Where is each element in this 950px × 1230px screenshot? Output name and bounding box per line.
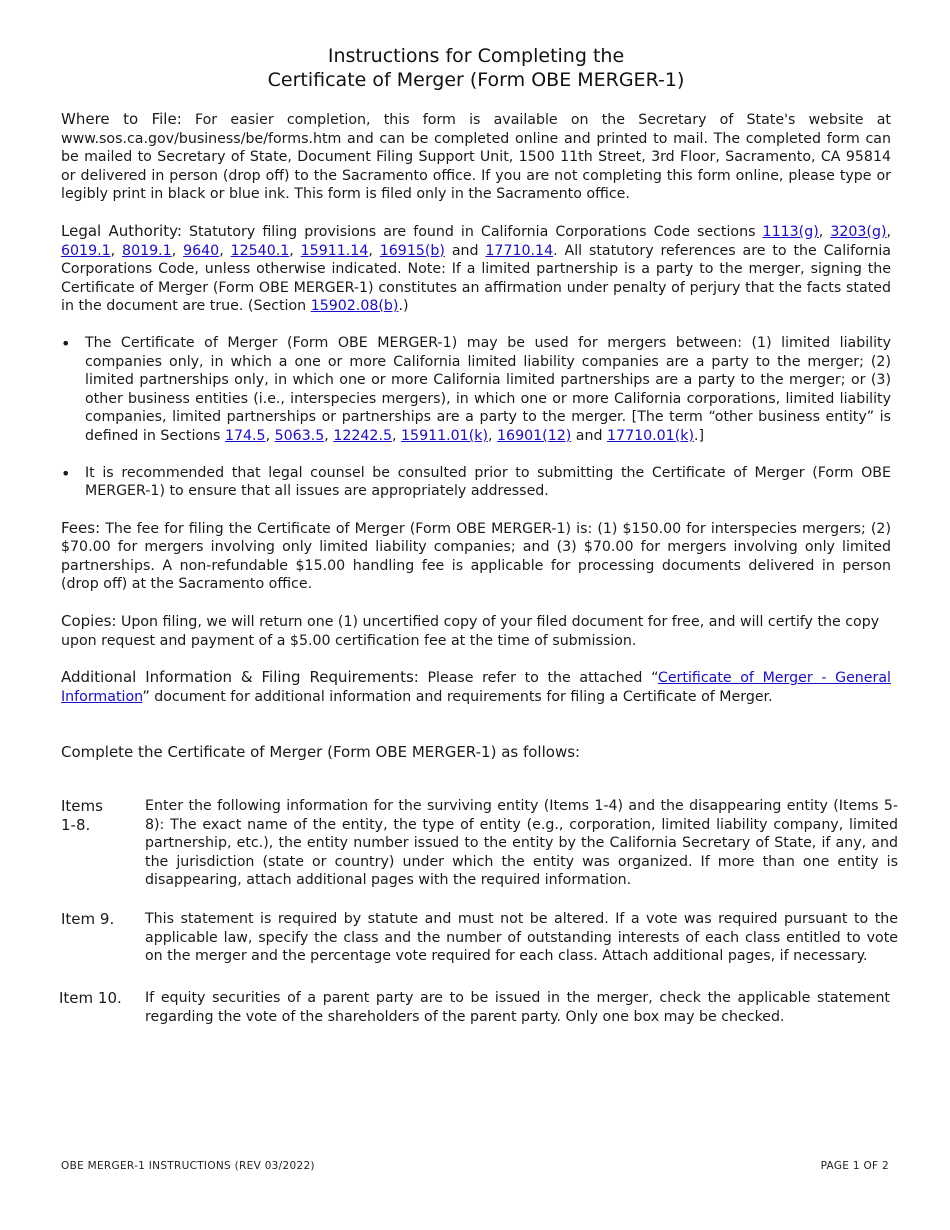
complete-heading: Complete the Certificate of Merger (Form OBE MERGER-1) as follows: <box>61 743 581 762</box>
where-to-file-section <box>61 110 891 204</box>
sep: , <box>171 242 184 259</box>
sep: , <box>488 427 498 444</box>
item-label: Items 1-8. <box>61 797 103 834</box>
additional-text-1: Please refer to the attached “ <box>418 670 658 687</box>
item-text: Enter the following information for the surviving entity (Items 1-4) and the disappearing entity (Items 5-8): The exact name of the entity, the type of entity (e.g., corporation, limited liability company, limited partnership, etc.), the entity number issued to the entity by the California Secretary of State, if any, and the jurisdiction (state or country) under which the entity was organized. If more than one entity is disappearing, attach additional pages with the required information. <box>145 798 898 889</box>
list-item <box>61 464 891 501</box>
fees-section <box>61 519 891 594</box>
copies-heading: Copies: <box>61 612 117 631</box>
bullet-list <box>61 334 891 501</box>
item-text: This statement is required by statute and must not be altered. If a vote was required pursuant to the applicable law, specify the class and the number of outstanding interests of each class entitled to vote on the merger and the percentage vote required for each class. Attach additional pages, if necessary. <box>145 911 898 965</box>
code-link-17710-01k[interactable]: 17710.01(k) <box>607 427 694 444</box>
code-link-15902-08b[interactable]: 15902.08(b) <box>310 298 399 315</box>
title-line-2: Certificate of Merger (Form OBE MERGER-1) <box>267 69 685 91</box>
copies-text: Upon filing, we will return one (1) uncertified copy of your filed document for free, and will certify the copy upon request and payment of a $5.00 certification fee at the time of submission. <box>61 614 880 649</box>
legal-authority-text-2: . All statutory references are to the California Corporations Code, unless otherwise indicated. Note: If a limited partnership is a party to the merger, signing the Certificate of Merger (Form OBE MERGER-1) constitutes an affirmation under penalty of perjury that the facts stated in the document are true. (Section <box>61 242 891 315</box>
code-link-174-5[interactable]: 174.5 <box>224 427 266 444</box>
fees-heading: Fees: <box>61 518 101 537</box>
bullet-icon: • <box>61 333 71 353</box>
additional-info-section <box>61 668 891 706</box>
where-to-file-text: For easier completion, this form is available on the Secretary of State's website at www.sos.ca.gov/business/be/forms.htm and can be completed online and printed to mail. The completed form can be mailed to Secretary of State, Document Filing Support Unit, 1500 11th Street, 3rd Floor, Sacramento, CA 95814 or delivered in person (drop off) to the Sacramento office. If you are not completing this form online, please type or legibly print in black or blue ink. This form is filed only in the Sacramento office. <box>61 112 891 203</box>
code-link-15911-01k[interactable]: 15911.01(k) <box>401 427 488 444</box>
sep: , <box>818 223 831 240</box>
code-link-6019-1[interactable]: 6019.1 <box>61 242 111 259</box>
item-label: Item 10. <box>59 989 122 1007</box>
code-link-9640[interactable]: 9640 <box>183 242 220 259</box>
footer-page-number: PAGE 1 OF 2 <box>820 1160 889 1172</box>
and-word: and <box>444 242 486 259</box>
code-link-16915b[interactable]: 16915(b) <box>379 242 445 259</box>
footer-form-id: OBE MERGER-1 INSTRUCTIONS (REV 03/2022) <box>61 1160 315 1172</box>
where-to-file-heading: Where to File: <box>61 110 182 128</box>
bullet-icon: • <box>61 463 71 483</box>
fees-text: The fee for filing the Certificate of Merger (Form OBE MERGER-1) is: (1) $150.00 for interspecies mergers; (2) $70.00 for mergers involving only limited liability companies; and (3) $70.00 for mergers involving only limited partnerships. A non-refundable $15.00 handling fee is applicable for processing documents delivered in person (drop off) at the Sacramento office. <box>61 520 891 593</box>
additional-info-heading: Additional Information & Filing Requirements: <box>61 668 419 687</box>
item-label: Item 9. <box>61 910 115 928</box>
instructions-page <box>61 44 891 762</box>
sep: , <box>391 427 402 444</box>
code-link-12242-5[interactable]: 12242.5 <box>333 427 392 444</box>
sep: , <box>289 242 301 259</box>
copies-section <box>61 612 891 650</box>
bullet-1-text: The Certificate of Merger (Form OBE MERGER-1) may be used for mergers between: (1) limited liability companies only, in which a one or more California limited liability companies are a party to the merger; (2) limited partnerships only, in which one or more California limited partnerships are a party to the merger; or (3) other business entities (i.e., interspecies mergers), in which one or more California corporations, limited liability companies, limited partnerships or partnerships are a party to the merger. [The term “other business entity” is defined in Sections <box>85 334 891 444</box>
code-link-3203g[interactable]: 3203(g) <box>830 223 887 240</box>
page-title <box>61 44 891 92</box>
sep: , <box>110 242 123 259</box>
code-link-8019-1[interactable]: 8019.1 <box>122 242 172 259</box>
legal-authority-section <box>61 222 891 316</box>
sep: , <box>265 427 275 444</box>
code-link-5063-5[interactable]: 5063.5 <box>274 427 325 444</box>
additional-text-2: ” document for additional information and requirements for filing a Certificate of Merger. <box>142 688 773 705</box>
sep: , <box>886 223 892 240</box>
and-word: and <box>571 427 608 444</box>
bullet-text-1 <box>85 334 891 446</box>
list-item <box>61 334 891 446</box>
legal-authority-text-1: Statutory filing provisions are found in California Corporations Code sections <box>181 223 763 240</box>
legal-authority-heading: Legal Authority: <box>61 221 182 240</box>
code-link-1113g[interactable]: 1113(g) <box>762 223 819 240</box>
item-text: If equity securities of a parent party are to be issued in the merger, check the applicable statement regarding the vote of the shareholders of the parent party. Only one box may be checked. <box>145 990 890 1025</box>
sep: , <box>324 427 334 444</box>
legal-authority-text-3: .) <box>398 298 409 315</box>
code-link-12540-1[interactable]: 12540.1 <box>230 242 290 259</box>
code-link-16901-12[interactable]: 16901(12) <box>497 427 572 444</box>
code-link-17710-14[interactable]: 17710.14 <box>485 242 554 259</box>
sep: , <box>219 242 231 259</box>
general-information-link[interactable]: Certificate of Merger - General Information <box>61 670 891 705</box>
code-link-15911-14[interactable]: 15911.14 <box>300 242 369 259</box>
bullet-text-2: It is recommended that legal counsel be consulted prior to submitting the Certificate of Merger (Form OBE MERGER-1) to ensure that all issues are appropriately addressed. <box>85 464 891 500</box>
title-line-1: Instructions for Completing the <box>327 45 625 67</box>
bullet-1-end: .] <box>694 427 705 444</box>
sep: , <box>368 242 380 259</box>
